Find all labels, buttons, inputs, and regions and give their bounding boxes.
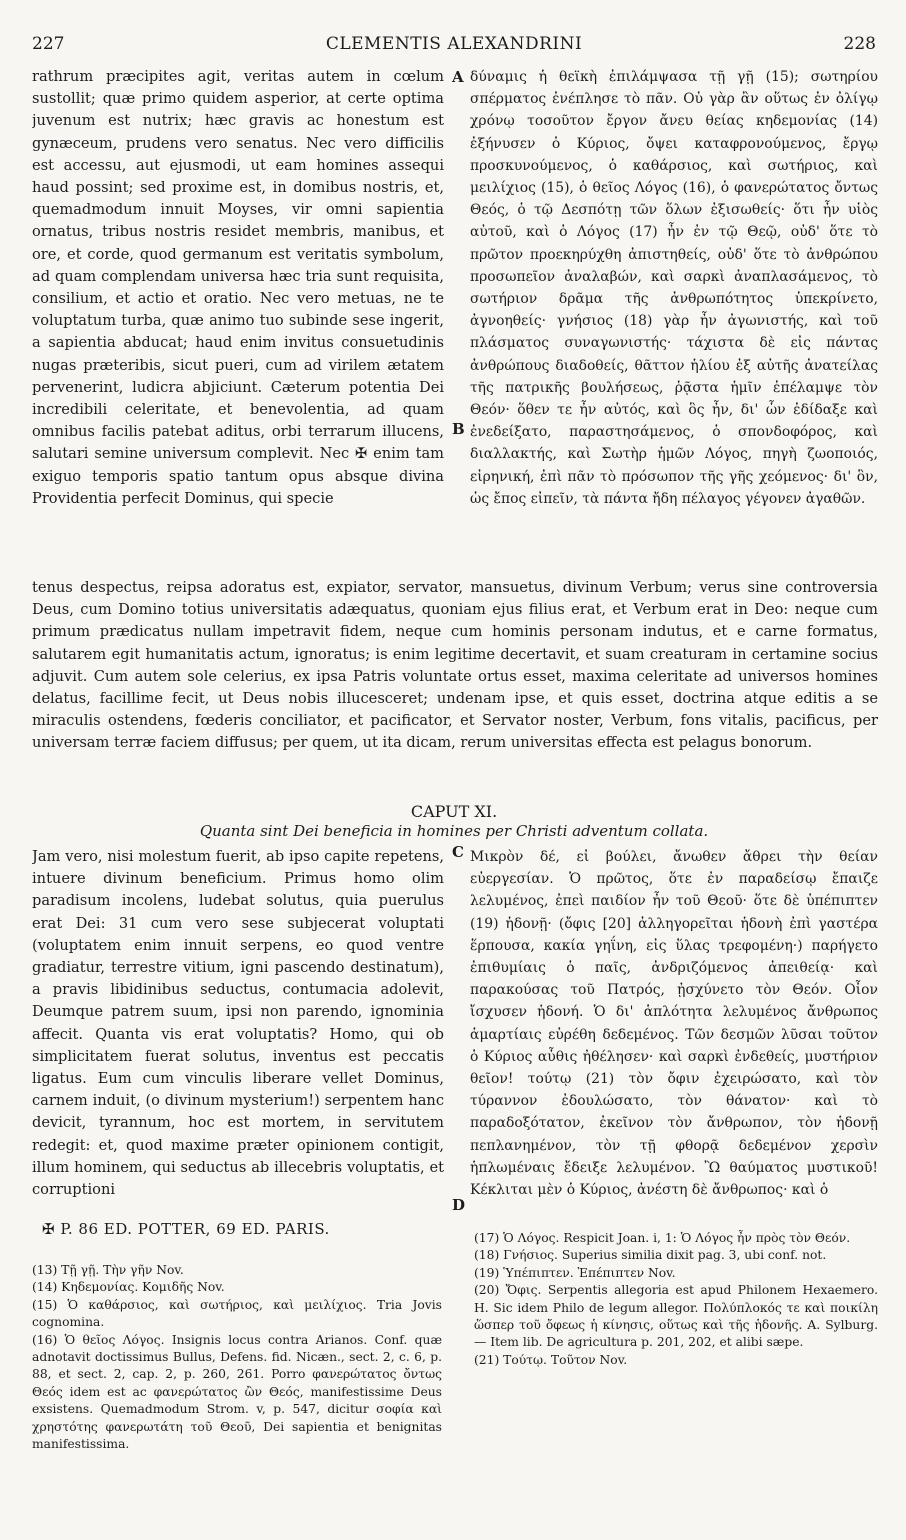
latin-paragraph-bottom: Jam vero, nisi molestum fuerit, ab ipso capite repetens, intuere divinum beneficium. Primus homo olim paradisum incolens, ludebat solutus, quia puerulus erat Dei: 31 cum vero sese subjecerat voluptati (voluptatem enim innuit serpens, eo quod ventre gradiatur, terrestre vitium, igni pascendo destinatum), a pravis libidinibus seductus, contumacia adolevit, Deumque patrem suum, ipsi non parendo, ignominia affecit. Quanta vis erat voluptatis? Homo, qui ob simplicitatem fuerat solutus, inventus est peccatis ligatus. Eum cum vinculis liberare vellet Dominus, carnem induit, (o divinum mysterium!) serpentem hanc devicit, tyrannum, hoc est mortem, in servitutem redegit: et, quod maxime præter opinionem contigit, illum hominem, qui seductus ab illecebris voluptatis, et corruptioni [32,848,444,1199]
footnote: (18) Γνήσιος. Superius similia dixit pag. 3, ubi conf. not. [474,1248,827,1263]
greek-paragraph-top: δύναμις ἡ θεϊκὴ ἐπιλάμψασα τῇ γῇ (15); σωτηρίου σπέρματος ἐνέπλησε τὸ πᾶν. Οὐ γὰρ ἂν οὕτως ἐν ὀλίγῳ χρόνῳ τοσοῦτον ἔργον ἄνευ θείας κηδεμονίας (14) ἐξήνυσεν ὁ Κύριος, ὄψει καταφρονούμενος, ἔργῳ προσκυνούμενος, ὁ καθάρσιος, καὶ σωτήριος, καὶ μειλίχιος (15), ὁ θεῖος Λόγος (16), ὁ φανερώτατος ὄντως Θεός, ὁ τῷ Δεσπότῃ τῶν ὅλων ἐξισωθείς· ὅτι ἦν υἱὸς αὐτοῦ, καὶ ὁ Λόγος (17) ἦν ἐν τῷ Θεῷ, οὐδ' ὅτε τὸ πρῶτον προεκηρύχθη ἀπιστηθείς, οὐδ' ὅτε τὸ ἀνθρώπου προσωπεῖον ἀναλαβών, καὶ σαρκὶ ἀναπλασάμενος, τὸ σωτήριον δρᾶμα τῆς ἀνθρωπότητος ὑπεκρίνετο, ἀγνοηθείς· γνήσιος (18) γὰρ ἦν ἀγωνιστής, καὶ τοῦ πλάσματος συναγωνιστής· τάχιστα δὲ εἰς πάντας ἀνθρώπους διαδοθείς, θᾶττον ἡλίου ἐξ αὐτῆς ἀνατείλας τῆς πατρικῆς βουλήσεως, ῥᾷστα ἡμῖν ἐπέλαμψε τὸν Θεόν· ὅθεν τε ἦν αὐτός, καὶ ὃς ἦν, δι' ὧν ἐδίδαξε καὶ ἐνεδείξατο, παραστησάμενος, ὁ σπονδοφόρος, καὶ διαλλακτής, καὶ Σωτὴρ ἡμῶν Λόγος, πηγὴ ζωοποιός, εἰρηνική, ἐπὶ πᾶν τὸ πρόσωπον τῆς γῆς χεόμενος· δι' ὃν, ὡς ἔπος εἰπεῖν, τὰ πάντα ἤδη πέλαγος γέγονεν ἀγαθῶν. [470,69,878,507]
footnote: (15) Ὁ καθάρσιος, καὶ σωτήριος, καὶ μειλίχιος. Tria Jovis cognomina. [32,1297,442,1330]
page-number-right: 228 [843,34,876,54]
latin-paragraph-top: rathrum præcipites agit, veritas autem in cœlum sustollit; quæ primo quidem asperior, at certe optima juvenum est nutrix; hæc gravis ac honestum est gynæceum, prudens vero senatus. Nec vero difficilis est accessu, aut ejusmodi, ut eam homines assequi haud possint; sed proxime est, in domibus nostris, et, quemadmodum innuit Moyses, vir omni sapientia ornatus, tribus nostris residet membris, manibus, et ore, et corde, quod germanum est veritatis symbolum, ad quam complendam universa hæc tria sunt requisita, consilium, et actio et oratio. Nec vero metuas, ne te voluptatum turba, quæ animo tuo subinde sese ingerit, a sapientia abducat; haud enim invitus consuetudinis nugas præteribis, sicut pueri, cum ad virilem ætatem pervenerint, ludicra abjiciunt. Cæterum potentia Dei incredibili celeritate, et benevolentia, ad quam omnibus facilis patebat aditus, orbi terrarum illucens, salutari semine universum complevit. Nec ✠ enim tam exiguo temporis spatio tantum opus absque divina Providentia perfecit Dominus, qui specie [32,68,444,507]
footnote: (19) Ὑπέπιπτεν. Ἐπέπιπτεν Nov. [474,1265,676,1280]
footnote: (14) Κηδεμονίας. Κομιδῆς Nov. [32,1280,225,1295]
footnote: (17) Ὁ Λόγος. Respicit Joan. i, 1: Ὁ Λόγος ἦν πρὸς τὸν Θεόν. [474,1231,851,1245]
latin-fullwidth-paragraph: tenus despectus, reipsa adoratus est, expiator, servator, mansuetus, divinum Verbum; verus sine controversia Deus, cum Domino totius universitatis adæquatus, quoniam ejus filius erat, et Verbum erat in Deo: neque cum primum prædicatus nullam impetravit fidem, neque cum hominis personam indutus, et e carne formatus, salutarem egit humanitatis actum, ignoratus; is enim legitime decertavit, et suam creaturam in certamine socius adjuvit. Cum autem sole celerius, ex ipsa Patris voluntate ortus esset, maxima celeritate ad universos homines delatus, facillime fecit, ut Deus nobis illucesceret; undenam ipse, et quis esset, doctrina atque editis a se miraculis ostendens, fœderis conciliator, et pacificator, et Servator noster, Verbum, fons vitalis, pacificus, per universam terræ faciem diffusus; per quem, ut ita dicam, rerum universitas effecta est pelagus bonorum. [32,579,878,752]
footnotes-left [32,1262,442,1512]
latin-column-top [32,66,444,578]
chapter-heading: CAPUT XI. [410,802,498,821]
section-marker-b: B [452,420,465,438]
greek-column-top [470,66,878,578]
chapter-subtitle: Quanta sint Dei beneficia in homines per Christi adventum collata. [199,822,709,840]
latin-column-bottom [32,846,444,1224]
section-marker-c: C [452,843,464,861]
section-marker-a: A [452,68,464,86]
footnotes-right [474,1230,878,1520]
footnote: (20) Ὄφις. Serpentis allegoria est apud Philonem Hexaemero. H. Sic idem Philo de legum allegor. Πολύπλοκός τε καὶ ποικίλη ὥσπερ τοῦ ὄφεως ἡ κίνησις, οὕτως καὶ τῆς ἡδονῆς. A. Sylburg. — Item lib. De agricultura p. 201, 202, et alibi sæpe. [474,1283,878,1350]
footnote: (21) Τούτῳ. Τοῦτον Nov. [474,1352,628,1367]
running-title: CLEMENTIS ALEXANDRINI [325,34,583,54]
latin-fullwidth-block [32,577,878,799]
footnote: (16) Ὁ θεῖος Λόγος. Insignis locus contra Arianos. Conf. quæ adnotavit doctissimus Bullus, Defens. fid. Nicæn., sect. 2, c. 6, p. 88, et sect. 2, cap. 2, p. 260, 261. Porro φανερώτατος ὄντως Θεός idem est ac φανερώτατος ὢν Θεός, manifestissime Deus exsistens. Quemadmodum Strom. v, p. 547, dicitur σοφία καὶ χρηστότης φανερωτάτη τοῦ Θεοῦ, Dei sapientia et benignitas manifestissima. [32,1332,442,1452]
greek-paragraph-bottom: Μικρὸν δέ, εἰ βούλει, ἄνωθεν ἄθρει τὴν θείαν εὐεργεσίαν. Ὁ πρῶτος, ὅτε ἐν παραδείσῳ ἔπαιζε λελυμένος, ἐπεὶ παιδίον ἦν τοῦ Θεοῦ· ὅτε δὲ ὑπέπιπτεν (19) ἡδονῇ· (ὄφις [20] ἀλληγορεῖται ἡδονὴ ἐπὶ γαστέρα ἕρπουσα, κακία γηΐνη, εἰς ὕλας τρεφομένη·) παρήγετο ἐπιθυμίαις ὁ παῖς, ἀνδριζόμενος ἀπειθείᾳ· καὶ παρακούσας τοῦ Πατρός, ᾐσχύνετο τὸν Θεόν. Οἷον ἴσχυσεν ἡδονή. Ὁ δι' ἁπλότητα λελυμένος ἄνθρωπος ἁμαρτίαις εὑρέθη δεδεμένος. Τῶν δεσμῶν λῦσαι τοῦτον ὁ Κύριος αὖθις ἠθέλησεν· καὶ σαρκὶ ἐνδεθείς, μυστήριον θεῖον! τούτῳ (21) τὸν ὄφιν ἐχειρώσατο, καὶ τὸν τύραννον ἐδουλώσατο, τὸν θάνατον· καὶ τὸ παραδοξότατον, ἐκεῖνον τὸν ἄνθρωπον, τὸν ἡδονῇ πεπλανημένον, τὸν τῇ φθορᾷ δεδεμένον χερσὶν ἡπλωμέναις ἔδειξε λελυμένον. Ὢ θαύματος μυστικοῦ! Κέκλιται μὲν ὁ Κύριος, ἀνέστη δὲ ἄνθρωπος· καὶ ὁ [470,849,878,1199]
page-number-left: 227 [32,34,65,54]
edition-reference: ✠ P. 86 ED. POTTER, 69 ED. PARIS. [42,1220,330,1238]
running-header [32,34,876,56]
footnote: (13) Τῇ γῇ. Τὴν γῆν Nov. [32,1263,184,1277]
greek-column-bottom [470,846,878,1224]
section-marker-d: D [452,1196,466,1214]
